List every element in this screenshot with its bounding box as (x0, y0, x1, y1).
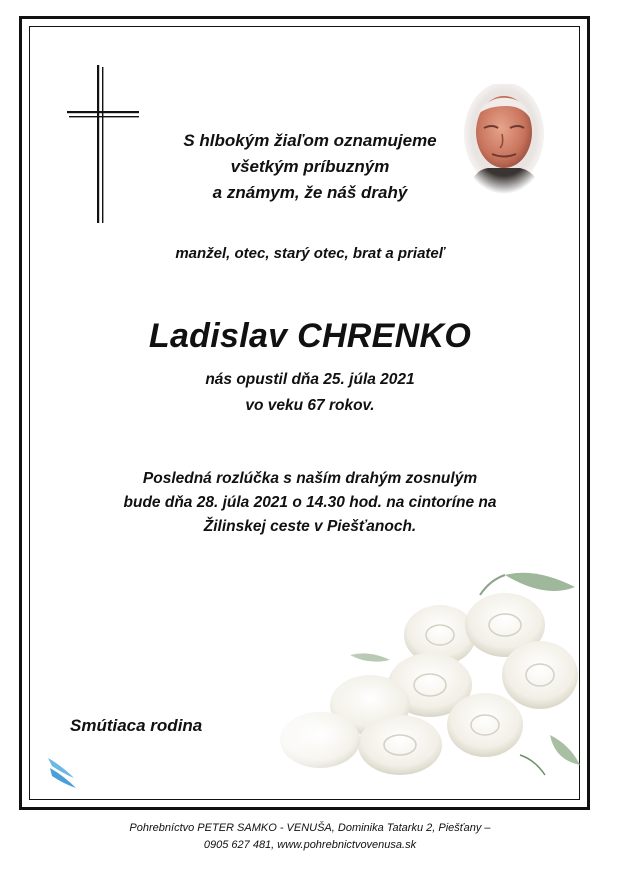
funeral-line-2: bude dňa 28. júla 2021 o 14.30 hod. na cintoríne na (123, 494, 497, 511)
family-signature: Smútiaca rodina (70, 716, 203, 735)
intro-line-3: a známym, že náš drahý (212, 183, 408, 202)
wave-logo-icon (44, 752, 78, 792)
intro-line-2: všetkým príbuzným (230, 157, 390, 176)
footer-line-1: Pohrebníctvo PETER SAMKO - VENUŠA, Dominika Tatarku 2, Piešťany – (129, 822, 491, 834)
relation-line: manžel, otec, starý otec, brat a priateľ (175, 245, 445, 262)
footer-line-2: 0905 627 481, www.pohrebnictvovenusa.sk (203, 839, 417, 851)
intro-line-1: S hlbokým žiaľom oznamujeme (183, 131, 437, 150)
funeral-line-3: Žilinskej ceste v Piešťanoch. (203, 518, 417, 535)
white-roses-image (250, 565, 580, 795)
announcement-intro (0, 128, 620, 206)
deceased-name: Ladislav CHRENKO (148, 317, 472, 355)
death-details (0, 367, 620, 419)
age-line: vo veku 67 rokov. (245, 397, 375, 414)
funeral-line-1: Posledná rozlúčka s naším drahým zosnulým (142, 470, 478, 487)
died-date-line: nás opustil dňa 25. júla 2021 (205, 371, 415, 388)
funeral-details (0, 467, 620, 539)
